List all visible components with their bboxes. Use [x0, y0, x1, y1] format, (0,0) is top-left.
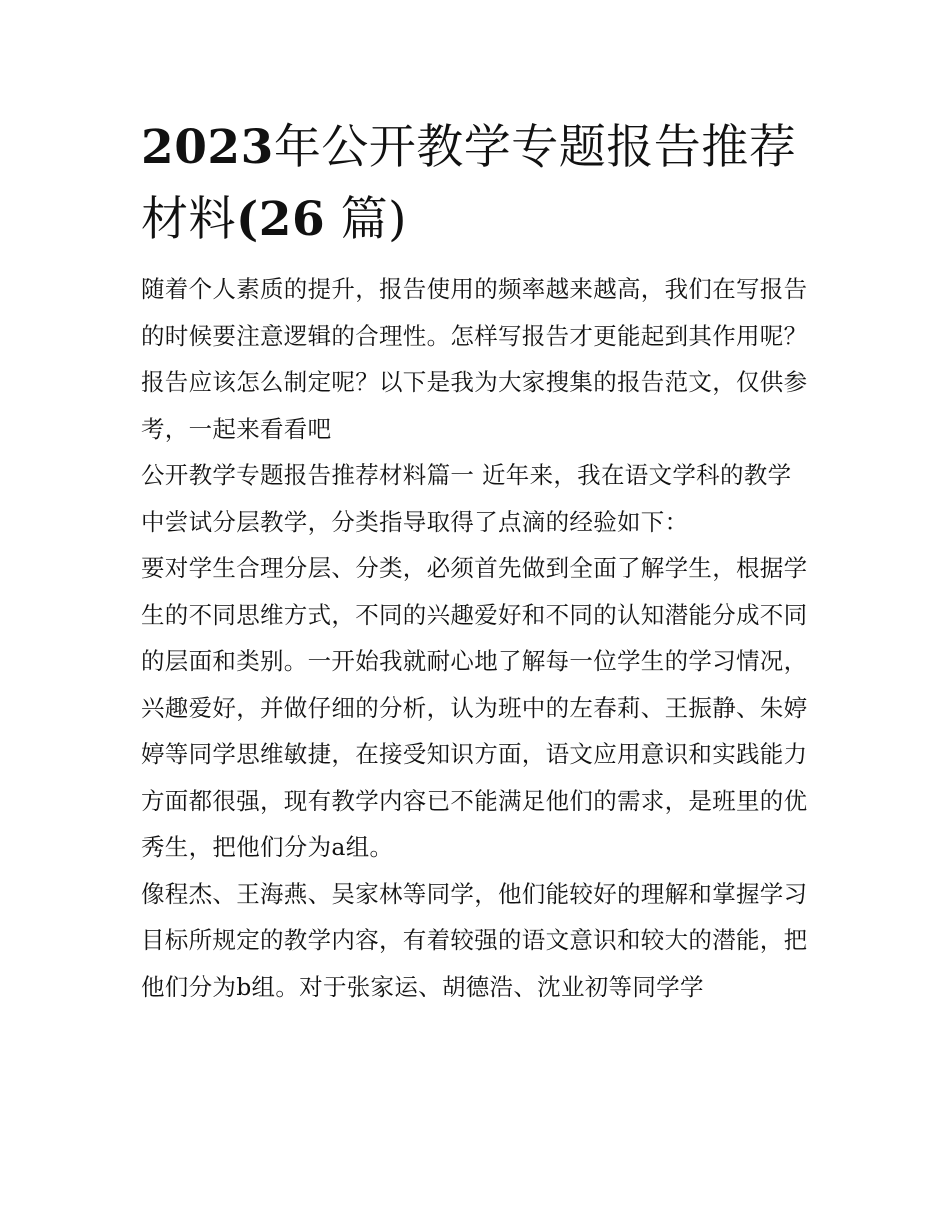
paragraph-intro: 随着个人素质的提升，报告使用的频率越来越高，我们在写报告的时候要注意逻辑的合理性。怎样写报告才更能起到其作用呢？报告应该怎么制定呢？以下是我为大家搜集的报告范文，仅供参考，一起来看看吧: [141, 275, 808, 443]
paragraph-grouping: 要对学生合理分层、分类，必须首先做到全面了解学生，根据学生的不同思维方式，不同的兴趣爱好和不同的认知潜能分成不同的层面和类别。一开始我就耐心地了解每一位学生的学习情况，兴趣爱好，并做仔细的分析，认为班中的左春莉、王振静、朱婷婷等同学思维敏捷，在接受知识方面，语文应用意识和实践能力方面都很强，现有教学内容已不能满足他们的需求，是班里的优秀生，把他们分为a组。: [141, 554, 808, 861]
title-main: 年公开教学专题报告推荐材料: [141, 120, 797, 247]
document-page: [141, 112, 813, 1010]
document-title: [141, 112, 813, 256]
title-count: (26: [236, 192, 326, 247]
paragraph-group-b: 像程杰、王海燕、吴家林等同学，他们能较好的理解和掌握学习目标所规定的教学内容，有着较强的语文意识和较大的潜能，把他们分为b组。对于张家运、胡德浩、沈业初等同学学: [141, 879, 808, 1001]
title-suffix: 篇): [325, 192, 407, 247]
title-year: 2023: [141, 120, 274, 175]
document-body: [141, 266, 813, 1010]
paragraph-section-one: 公开教学专题报告推荐材料篇一 近年来，我在语文学科的教学中尝试分层教学，分类指导取得了点滴的经验如下：: [141, 461, 792, 536]
